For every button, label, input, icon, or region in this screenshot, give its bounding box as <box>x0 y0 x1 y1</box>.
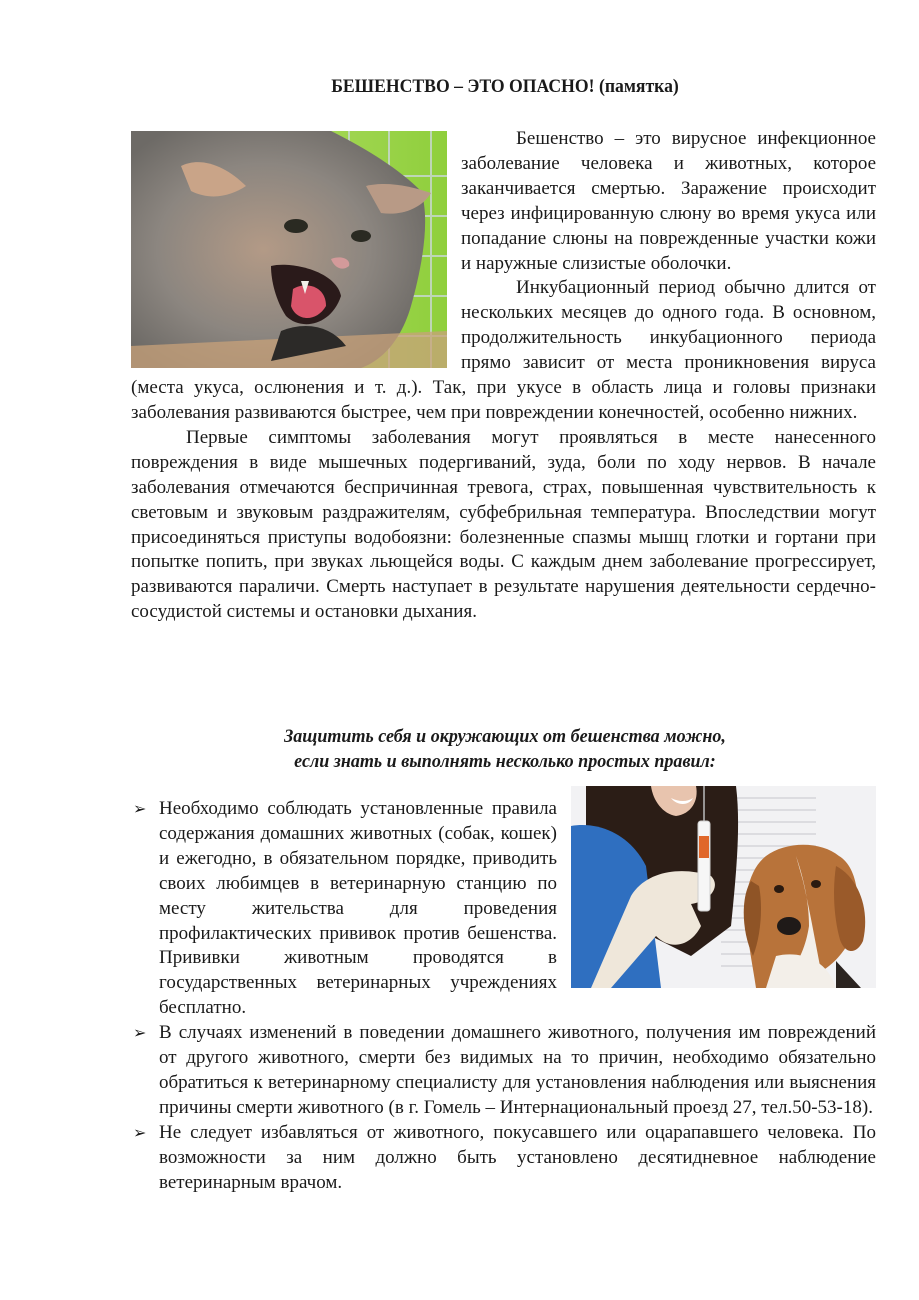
rule-text: Необходимо соблюдать установленные правила содержания домашних животных (собак, кошек) и ежегодно, в обязательном порядке, приводить своих любимцев в ветеринарную станцию по месту жительства для проведения профилактических прививок против бешенства. Прививки животным проводятся в государственных ветеринарных учреждениях бесплатно. <box>159 798 557 1019</box>
subheading-line-2: если знать и выполнять несколько простых правил: <box>294 751 716 772</box>
rules-list <box>131 797 876 1196</box>
rule-item-behavior-change <box>131 1021 876 1121</box>
rules-subheading <box>149 724 862 774</box>
paragraph-symptoms: Первые симптомы заболевания могут проявляться в месте нанесенного повреждения в виде мышечных подергиваний, зуда, боли по ходу нервов. В начале заболевания отмечаются беспричинная тревога, страх, повышенная чувствительность к световым и звуковым раздражителям, субфебрильная температура. Впоследствии могут присоединяться приступы водобоязни: болезненные спазмы мышц глотки и гортани при попытке попить, при звуках льющейся воды. С каждым днем заболевание прогрессирует, развиваются параличи. Смерть наступает в результате нарушения деятельности сердечно-сосудистой системы и остановки дыхания. <box>131 426 876 623</box>
angry-cat-image <box>131 131 447 368</box>
arrow-bullet-icon: ➢ <box>133 799 147 818</box>
rule-text: В случаях изменений в поведении домашнего животного, получения им повреждений от другого животного, смерти без видимых на то причин, необходимо обязательно обратиться к ветеринарному специалисту для установления наблюдения или выяснения причины смерти животного (в г. Гомель – Интернациональный проезд 27, тел.50-53-18). <box>159 1022 876 1118</box>
arrow-bullet-icon: ➢ <box>133 1122 147 1142</box>
rule-item-vaccination <box>131 797 876 1021</box>
rule-text: Не следует избавляться от животного, покусавшего или оцарапавшего человека. По возможности за ним должно быть установлено десятидневное наблюдение ветеринарным врачом. <box>159 1121 876 1193</box>
paragraph-definition: Бешенство – это вирусное инфекционное заболевание человека и животных, которое заканчивается смертью. Заражение происходит через инфицированную слюну во время укуса или попадание слюны на поврежденные участки кожи и наружные слизистые оболочки. <box>461 128 876 274</box>
rule-item-observation <box>131 1121 876 1196</box>
intro-section <box>131 127 876 625</box>
paragraph-incubation: Инкубационный период обычно длится от нескольких месяцев до одного года. В основном, продолжительность инкубационного периода прямо зависит от места проникновения вируса (места укуса, ослюнения и т. д.). Так, при укусе в область лица и головы признаки заболевания развиваются быстрее, чем при повреждении конечностей, особенно нижних. <box>131 277 876 423</box>
page-title: БЕШЕНСТВО – ЭТО ОПАСНО! (памятка) <box>331 76 679 97</box>
arrow-bullet-icon: ➢ <box>133 1023 147 1043</box>
subheading-line-1: Защитить себя и окружающих от бешенства можно, <box>284 726 726 747</box>
